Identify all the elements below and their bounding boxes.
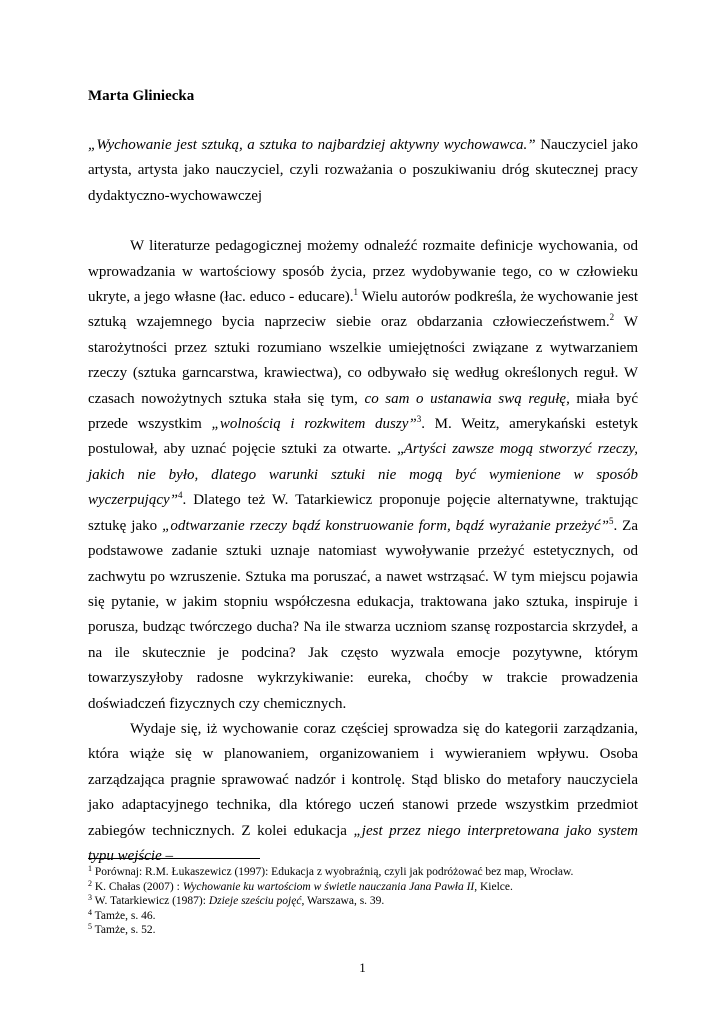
italic-run: „odtwarzanie rzeczy bądź konstruowanie form, bądź wyrażanie przeżyć” xyxy=(162,517,609,534)
footnote-number: 4 xyxy=(88,907,92,917)
footnote-ref-4: 4 xyxy=(177,490,183,501)
footnote-number: 5 xyxy=(88,922,92,932)
text-run: W starożytności przez sztuki rozumiano wszelkie umiejętności związane z wytwarzaniem rzeczy (sztuka garncarstwa, krawiectwa), co odbywało się według określonych reguł. W czasach nowożytnych sztuka stała się tym, xyxy=(88,314,638,407)
italic-run: co sam o ustanawia swą regułę xyxy=(364,390,567,407)
paragraph-2 xyxy=(88,717,638,869)
footnote-text: , Warszawa, s. 39. xyxy=(301,895,385,908)
text-run: . Dlatego też W. Tatarkiewicz proponuje pojęcie alternatywne, traktując sztukę jako xyxy=(88,492,638,534)
footnote-2 xyxy=(88,880,648,895)
footnote-ref-1: 1 xyxy=(353,287,358,298)
footnote-ref-5: 5 xyxy=(608,515,614,526)
footnote-text: Tamże, s. 52. xyxy=(92,924,156,937)
italic-run: Artyści zawsze mogą stworzyć rzeczy, jakich nie było, dlatego warunki sztuki nie mogą być wymienione w sposób wyczerpujący” xyxy=(88,441,638,509)
footnote-number: 3 xyxy=(88,893,92,903)
italic-run: „jest przez niego interpretowana jako system typu wejście – xyxy=(88,822,638,864)
footnote-text: Porównaj: R.M. Łukaszewicz (1997): Edukacja z wyobraźnią, czyli jak podróżować bez map, Wrocław. xyxy=(92,866,574,878)
title-rest: Nauczyciel jako artysta, artysta jako nauczyciel, czyli rozważania o poszukiwaniu dróg skutecznej pracy dydaktyczno-wychowawczej xyxy=(88,137,639,204)
text-run: . M. Weitz, amerykański estetyk postulował, aby uznać pojęcie sztuki za otwarte. „ xyxy=(88,416,638,458)
footnote-text: , Kielce. xyxy=(474,880,513,893)
footnote-text: K. Chałas (2007) : xyxy=(92,880,183,893)
author-name: Marta Gliniecka xyxy=(88,88,195,104)
text-run: Wydaje się, iż wychowanie coraz częściej sprowadza się do kategorii zarządzania, która wiąże się w planowaniem, organizowaniem i wywieraniem wpływu. Osoba zarządzająca pragnie sprawować nadzór i kontrolę. Stąd blisko do metafory nauczyciela jako adaptacyjnego technika, dla którego uczeń stanowi przede wszystkim przedmiot zabiegów technicznych. Z kolei edukacja xyxy=(88,720,638,839)
footnote-ref-2: 2 xyxy=(609,312,615,323)
footnote-italic: Wychowanie ku wartościom w świetle nauczania Jana Pawła II xyxy=(182,880,475,893)
footnote-number: 2 xyxy=(88,878,92,888)
article-title xyxy=(88,133,638,209)
footnote-number: 1 xyxy=(88,864,92,873)
page-number: 1 xyxy=(359,960,366,975)
footnote-text: Tamże, s. 46. xyxy=(92,909,156,922)
footnote-text: W. Tatarkiewicz (1987): xyxy=(92,895,209,908)
article-body xyxy=(88,133,638,869)
footnote-4 xyxy=(88,909,648,924)
text-run: W literaturze pedagogicznej możemy odnaleźć rozmaite definicje wychowania, od wprowadzania w wartościowy sposób życia, przez wydobywanie tego, co w człowieku ukryte, a jego własne (łac. educo - educare). xyxy=(88,238,638,306)
footnote-5 xyxy=(88,923,648,938)
footnote-ref-3: 3 xyxy=(416,414,422,425)
text-run: . Za podstawowe zadanie sztuki uznaje natomiast wywoływanie przeżyć estetycznych, od zachwytu po wzruszenie. Sztuka ma poruszać, a nawet wstrząsać. W tym miejscu pojawia się pytanie, w jakim stopniu współczesna edukacja, traktowana jako sztuka, inspiruje i porusza, budząc twórczego ducha? Na ile stwarza uczniom szansę rozpostarcia skrzydeł, a na ile skutecznie je podcina? Jak często wyzwala emocje pozytywne, którym towarzyszyłoby radosne wykrzykiwanie: eureka, choćby w trakcie prowadzenia doświadczeń fizycznych czy chemicznych. xyxy=(88,517,638,712)
footnote-3 xyxy=(88,894,648,909)
footnote-1 xyxy=(88,865,648,880)
text-run: Wielu autorów podkreśla, że wychowanie jest sztuką wzajemnego bycia naprzeciw siebie oraz obdarzania człowieczeństwem. xyxy=(88,289,638,331)
footnote-italic: Dzieje sześciu pojęć xyxy=(208,895,302,908)
title-quote: „Wychowanie jest sztuką, a sztuka to najbardziej aktywny wychowawca.” xyxy=(88,137,536,153)
paragraph-1 xyxy=(88,234,638,717)
footnote-separator xyxy=(88,858,260,859)
italic-run: „wolnością i rozkwitem duszy” xyxy=(211,416,417,433)
footnotes xyxy=(88,865,648,938)
text-run: , miała być przede wszystkim xyxy=(88,390,638,433)
